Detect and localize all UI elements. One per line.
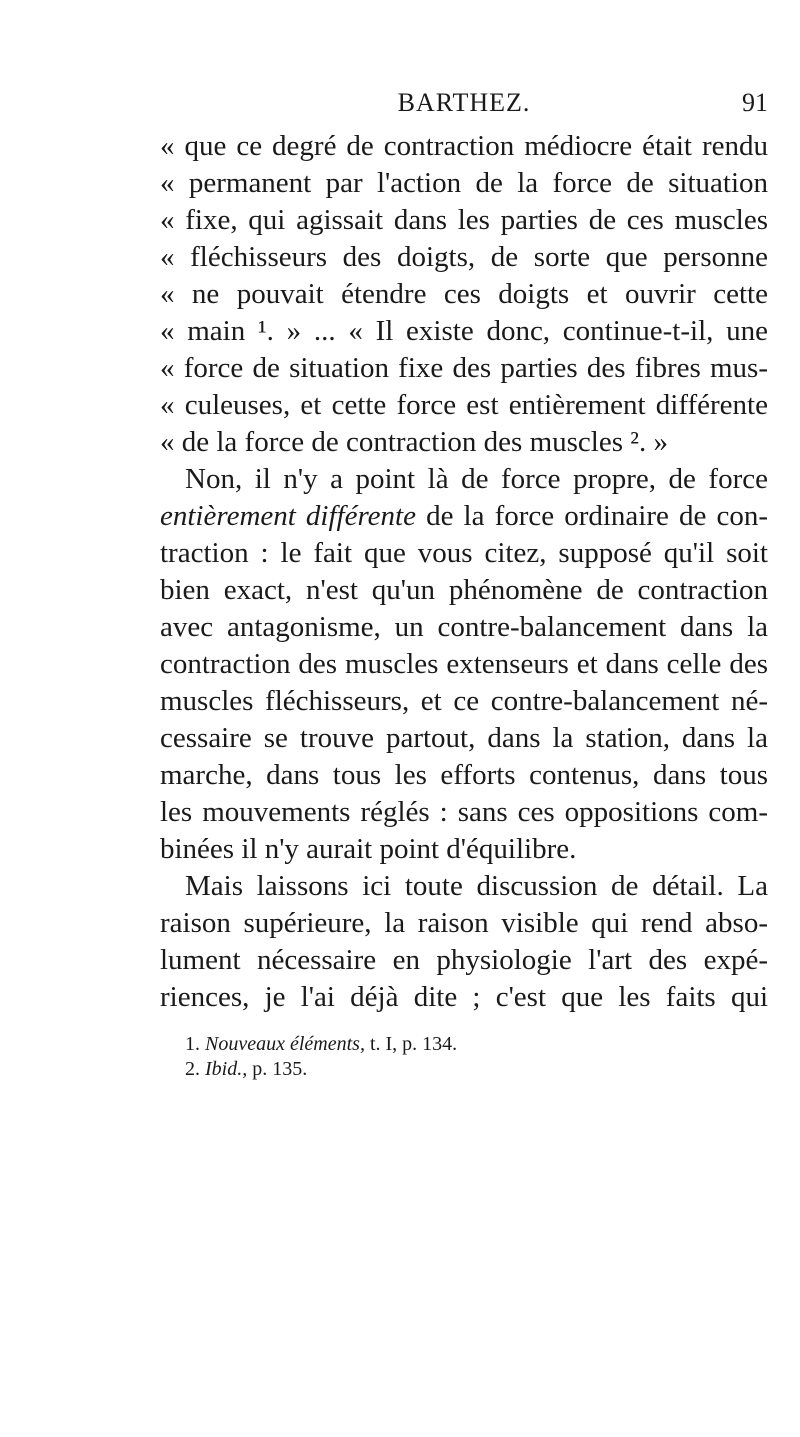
- emphasis-text: entièrement différente: [160, 500, 416, 532]
- text-line: « de la force de contraction des muscles ². »: [160, 426, 668, 458]
- text-line: bien exact, n'est qu'un phénomène de contraction: [160, 574, 768, 606]
- page-number: 91: [742, 88, 768, 117]
- text-line: marche, dans tous les efforts contenus, dans tous: [160, 759, 768, 791]
- text-line: traction : le fait que vous citez, supposé qu'il soit: [160, 537, 768, 569]
- text-line: raison supérieure, la raison visible qui rend abso-: [160, 907, 768, 939]
- text-line: muscles fléchisseurs, et ce contre-balancement né-: [160, 685, 768, 717]
- text-line: « permanent par l'action de la force de situation: [160, 167, 768, 199]
- footnote-title: Nouveaux éléments,: [205, 1033, 365, 1055]
- text-line: Non, il n'y a point là de force propre, de force: [185, 463, 768, 495]
- text-line: « que ce degré de contraction médiocre était rendu: [160, 130, 768, 162]
- footnote: [185, 1057, 768, 1082]
- text-line: avec antagonisme, un contre-balancement dans la: [160, 611, 768, 643]
- text-line: « force de situation fixe des parties des fibres mus-: [160, 352, 768, 384]
- page-header: [160, 88, 768, 118]
- footnote: [185, 1032, 768, 1057]
- text-line: Mais laissons ici toute discussion de détail. La: [185, 870, 768, 902]
- text-line: riences, je l'ai déjà dite ; c'est que les faits qui: [160, 981, 768, 1013]
- footnote-number: 1.: [185, 1033, 200, 1055]
- text-line: contraction des muscles extenseurs et dans celle des: [160, 648, 768, 680]
- text-line: « fixe, qui agissait dans les parties de ces muscles: [160, 204, 768, 236]
- footnote-title: Ibid.,: [205, 1058, 248, 1080]
- text-fragment: de la force ordinaire de con-: [415, 500, 768, 532]
- footnote-reference: t. I, p. 134.: [364, 1033, 458, 1055]
- text-line: binées il n'y aurait point d'équilibre.: [160, 833, 577, 865]
- running-head: BARTHEZ.: [397, 88, 531, 117]
- text-line: cessaire se trouve partout, dans la station, dans la: [160, 722, 768, 754]
- footnotes: [185, 1032, 768, 1082]
- text-line: « ne pouvait étendre ces doigts et ouvrir cette: [160, 278, 768, 310]
- text-line: « culeuses, et cette force est entièrement différente: [160, 389, 768, 421]
- text-line: lument nécessaire en physiologie l'art des expé-: [160, 944, 768, 976]
- text-line: « main ¹. » ... « Il existe donc, continue-t-il, une: [160, 315, 768, 347]
- body-text: [160, 128, 768, 1016]
- text-line-mixed: [160, 498, 768, 535]
- footnote-reference: p. 135.: [247, 1058, 308, 1080]
- text-line: « fléchisseurs des doigts, de sorte que personne: [160, 241, 768, 273]
- text-line: les mouvements réglés : sans ces oppositions com-: [160, 796, 768, 828]
- footnote-number: 2.: [185, 1058, 200, 1080]
